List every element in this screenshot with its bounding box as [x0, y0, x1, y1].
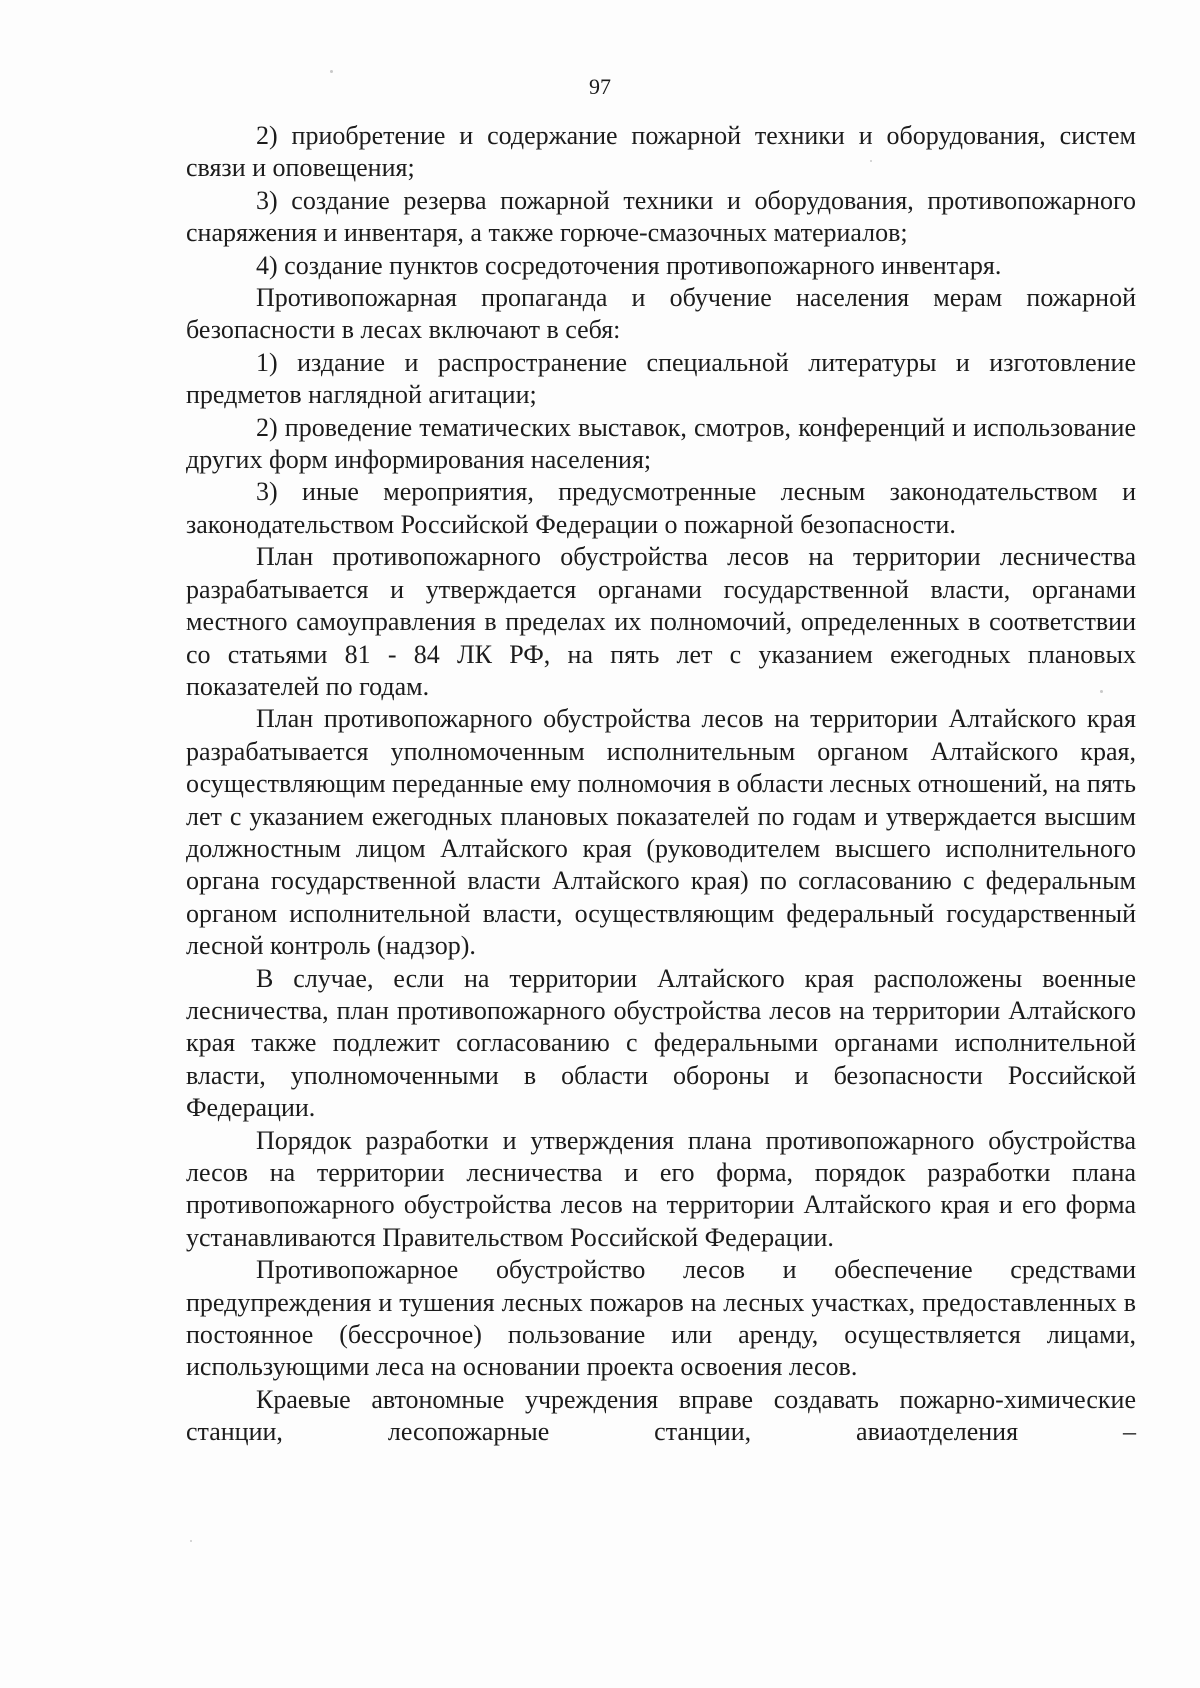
page-number: 97 [589, 74, 611, 99]
paragraph: Противопожарная пропаганда и обучение населения мерам пожарной безопасности в лесах включают в себя: [186, 283, 1136, 345]
scan-speck [190, 1540, 192, 1542]
document-body [186, 120, 1136, 1449]
paragraph: В случае, если на территории Алтайского края расположены военные лесничества, план противопожарного обустройства лесов на территории Алтайского края также подлежит согласованию с федеральными органами исполнительной власти, уполномоченными в области обороны и безопасности Российской Федерации. [186, 963, 1136, 1123]
paragraph: Противопожарное обустройство лесов и обеспечение средствами предупреждения и тушения лесных пожаров на лесных участках, предоставленных в постоянное (бессрочное) пользование или аренду, осуществляется лицами, использующими леса на основании проекта освоения лесов. [186, 1255, 1136, 1382]
paragraph: 2) приобретение и содержание пожарной техники и оборудования, систем связи и оповещения; [186, 121, 1136, 183]
paragraph: План противопожарного обустройства лесов на территории Алтайского края разрабатывается уполномоченным исполнительным органом Алтайского края, осуществляющим переданные ему полномочия в области лесных отношений, на пять лет с указанием ежегодных плановых показателей по годам и утверждается высшим должностным лицом Алтайского края (руководителем высшего исполнительного органа государственной власти Алтайского края) по согласованию с федеральным органом исполнительной власти, осуществляющим федеральный государственный лесной контроль (надзор). [186, 704, 1136, 961]
scan-speck [330, 70, 333, 73]
paragraph: План противопожарного обустройства лесов на территории лесничества разрабатывается и утверждается органами государственной власти, органами местного самоуправления в пределах их полномочий, определенных в соответствии со статьями 81 - 84 ЛК РФ, на пять лет с указанием ежегодных плановых показателей по годам. [186, 542, 1136, 701]
paragraph: 2) проведение тематических выставок, смотров, конференций и использование других форм информирования населения; [186, 412, 1136, 475]
paragraph: Порядок разработки и утверждения плана противопожарного обустройства лесов на территории лесничества и его форма, порядок разработки плана противопожарного обустройства лесов на территории Алтайского края и его форма устанавливаются Правительством Российской Федерации. [186, 1125, 1136, 1252]
paragraph: Краевые автономные учреждения вправе создавать пожарно-химические станции, лесопожарные станции, авиаотделения – [186, 1384, 1136, 1447]
paragraph: 1) издание и распространение специальной литературы и изготовление предметов наглядной агитации; [186, 347, 1136, 410]
paragraph: 3) создание резерва пожарной техники и оборудования, противопожарного снаряжения и инвентаря, а также горюче-смазочных материалов; [186, 185, 1136, 248]
paragraph: 3) иные мероприятия, предусмотренные лесным законодательством и законодательством Российской Федерации о пожарной безопасности. [186, 477, 1136, 539]
paragraph: 4) создание пунктов сосредоточения противопожарного инвентаря. [256, 250, 1002, 280]
